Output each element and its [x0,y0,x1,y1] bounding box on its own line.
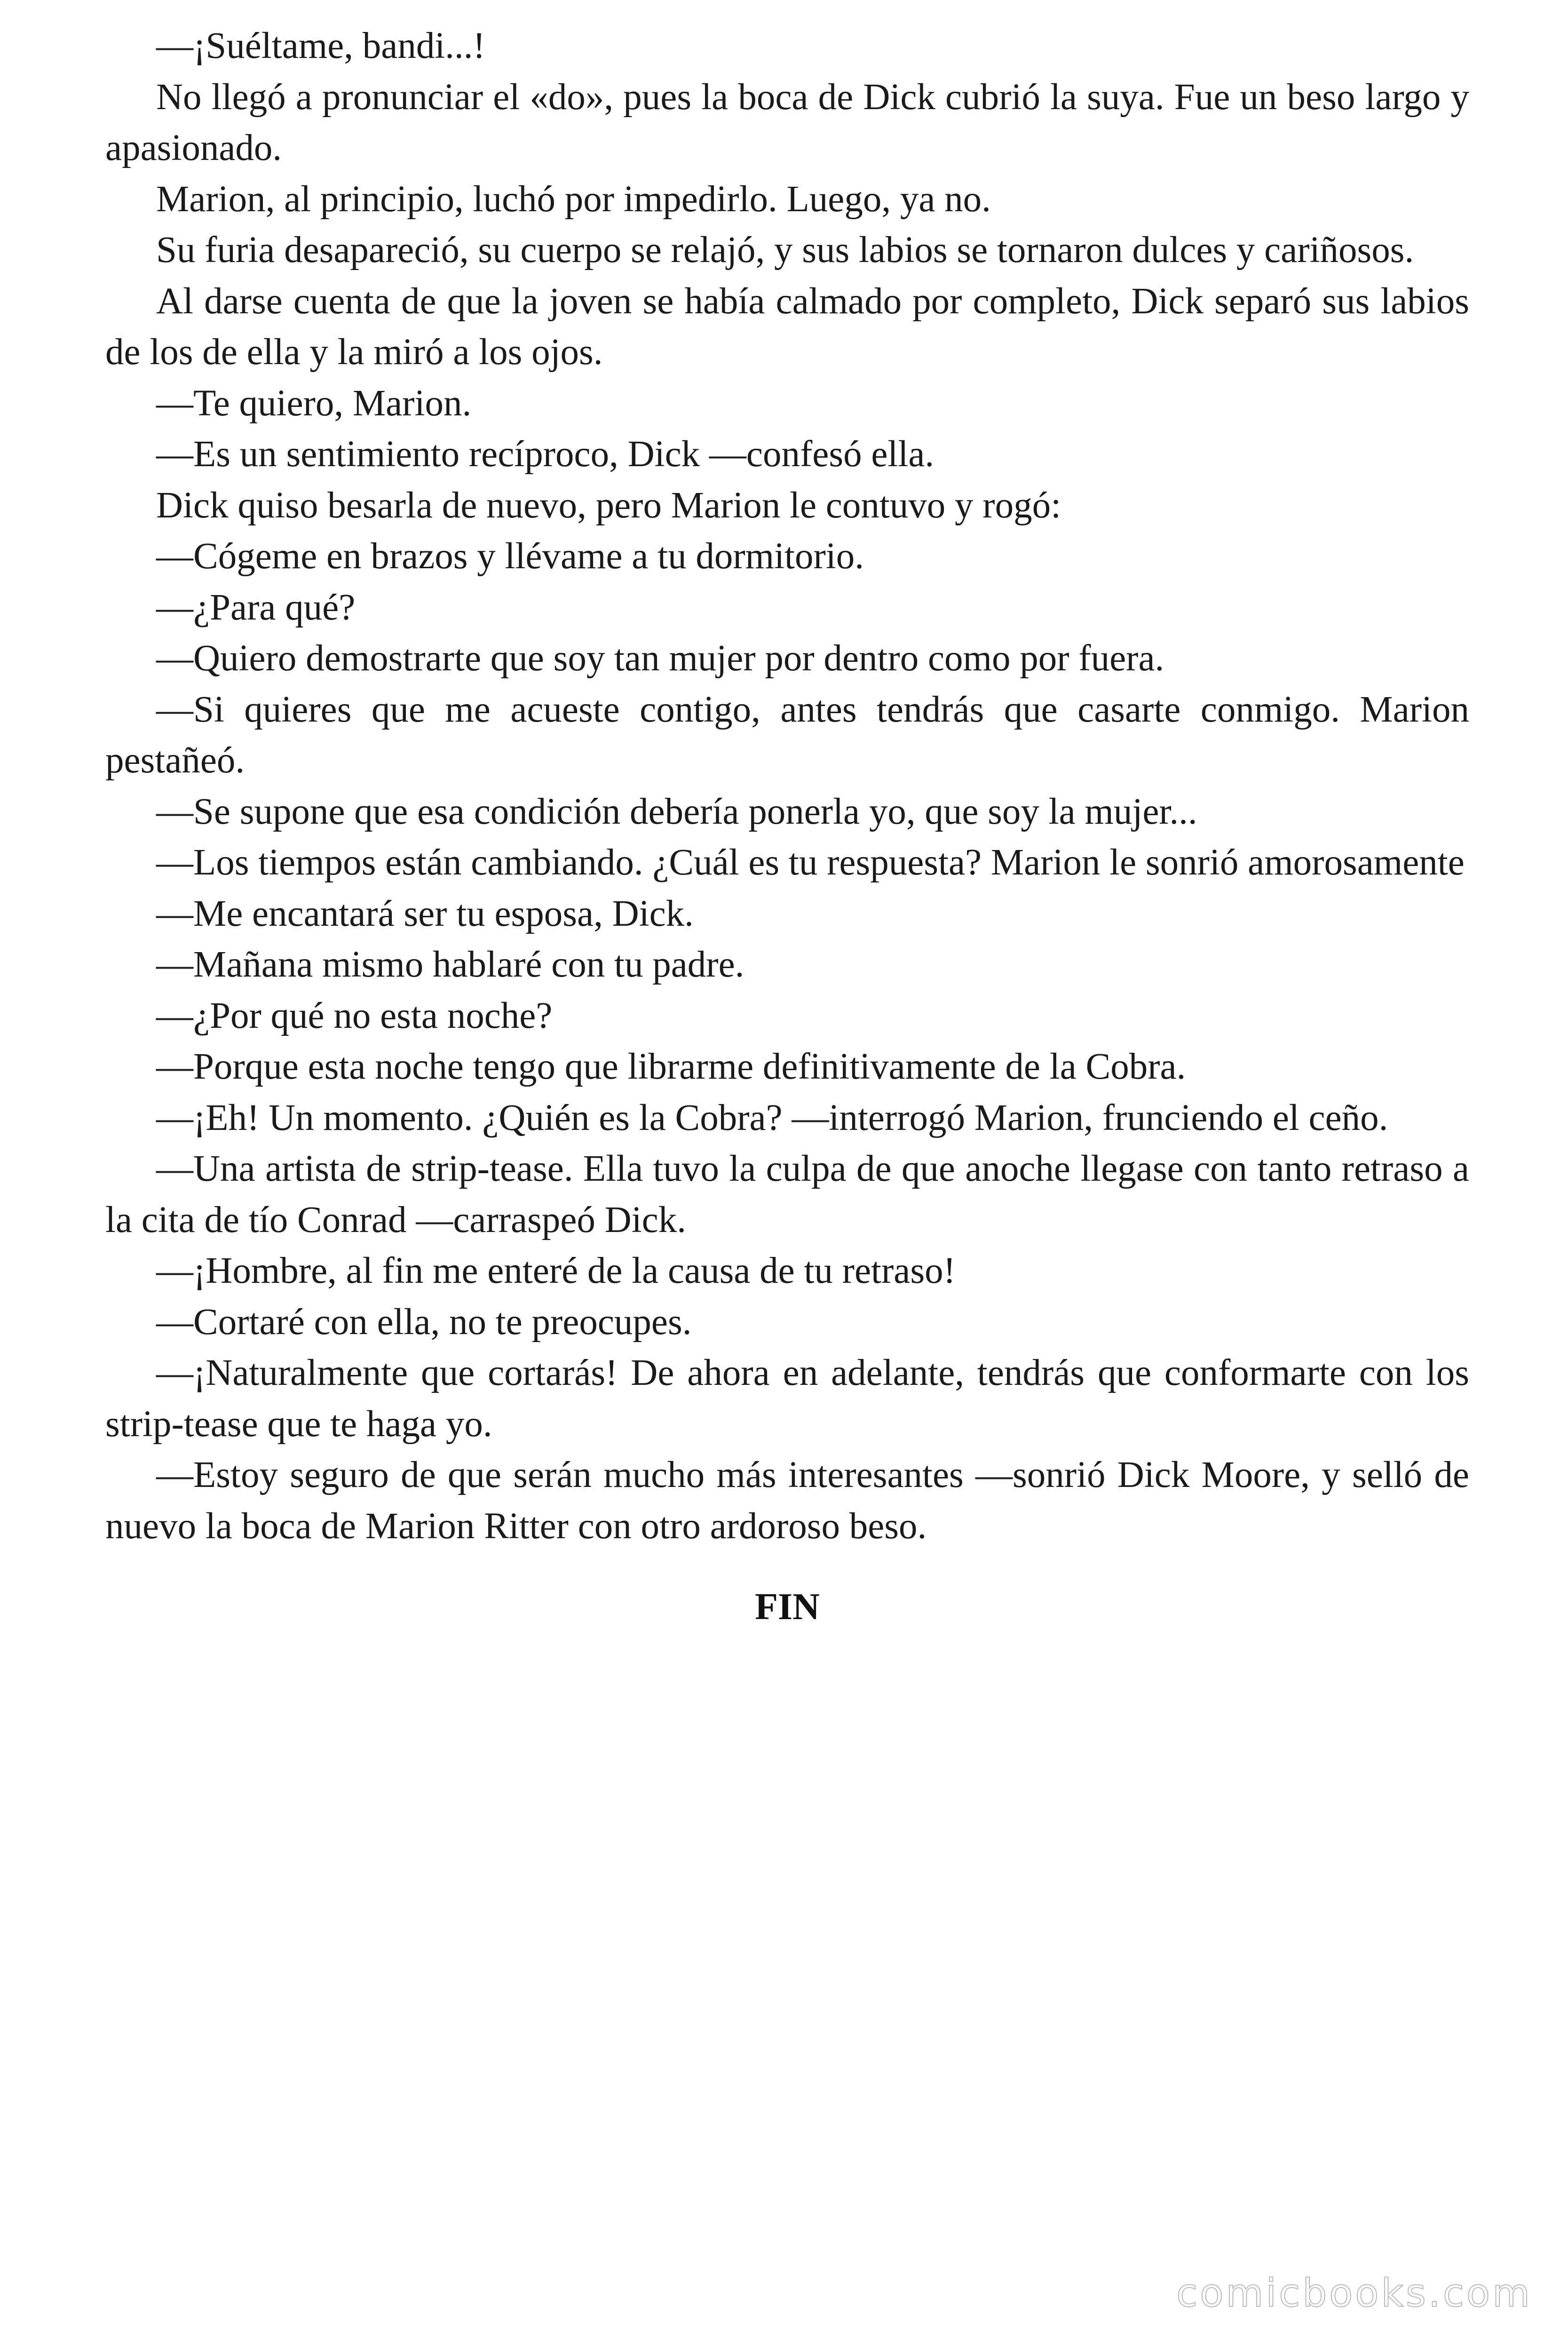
paragraph: —Los tiempos están cambiando. ¿Cuál es tu respuesta? Marion le sonrió amorosamente [156,842,1465,883]
page-text [105,21,1469,1632]
paragraph: —Cortaré con ella, no te preocupes. [156,1301,692,1343]
watermark-logo: comicbooks.com [1176,2271,1532,2316]
paragraph: —Mañana mismo hablaré con tu padre. [156,944,744,985]
paragraph: —¿Para qué? [156,587,356,628]
paragraph: —Me encantará ser tu esposa, Dick. [156,893,694,934]
paragraph: —¡Naturalmente que cortarás! De ahora en adelante, tendrás que conformarte con los strip-tease que te haga yo. [105,1352,1469,1445]
paragraph: —Cógeme en brazos y llévame a tu dormitorio. [156,536,864,577]
ending-heading: FIN [755,1586,820,1628]
paragraph: Dick quiso besarla de nuevo, pero Marion le contuvo y rogó: [156,485,1061,526]
paragraph: No llegó a pronunciar el «do», pues la boca de Dick cubrió la suya. Fue un beso largo y apasionado. [105,76,1469,168]
paragraph: —Te quiero, Marion. [156,382,472,424]
paragraph: —¡Hombre, al fin me enteré de la causa de tu retraso! [156,1250,956,1291]
paragraph: —Estoy seguro de que serán mucho más interesantes —sonrió Dick Moore, y selló de nuevo la boca de Marion Ritter con otro ardoroso beso. [105,1454,1469,1547]
paragraph: —Es un sentimiento recíproco, Dick —confesó ella. [156,434,934,475]
paragraph: —Si quieres que me acueste contigo, antes tendrás que casarte conmigo. Marion pestañeó. [105,689,1469,781]
paragraph: —¡Suéltame, bandi...! [156,25,485,66]
paragraph: —¿Por qué no esta noche? [156,995,553,1036]
paragraph: Marion, al principio, luchó por impedirlo. Luego, ya no. [156,178,991,220]
paragraph: Al darse cuenta de que la joven se había calmado por completo, Dick separó sus labios de los de ella y la miró a los ojos. [105,280,1469,373]
paragraph: —Porque esta noche tengo que librarme definitivamente de la Cobra. [156,1046,1186,1087]
paragraph: Su furia desapareció, su cuerpo se relajó, y sus labios se tornaron dulces y cariñosos. [156,230,1414,270]
paragraph: —Se supone que esa condición debería ponerla yo, que soy la mujer... [156,791,1197,832]
paragraph: —¡Eh! Un momento. ¿Quién es la Cobra? —interrogó Marion, frunciendo el ceño. [156,1097,1388,1138]
paragraph: —Quiero demostrarte que soy tan mujer por dentro como por fuera. [156,638,1164,679]
paragraph: —Una artista de strip-tease. Ella tuvo la culpa de que anoche llegase con tanto retraso a la cita de tío Conrad —carraspeó Dick. [105,1148,1469,1240]
